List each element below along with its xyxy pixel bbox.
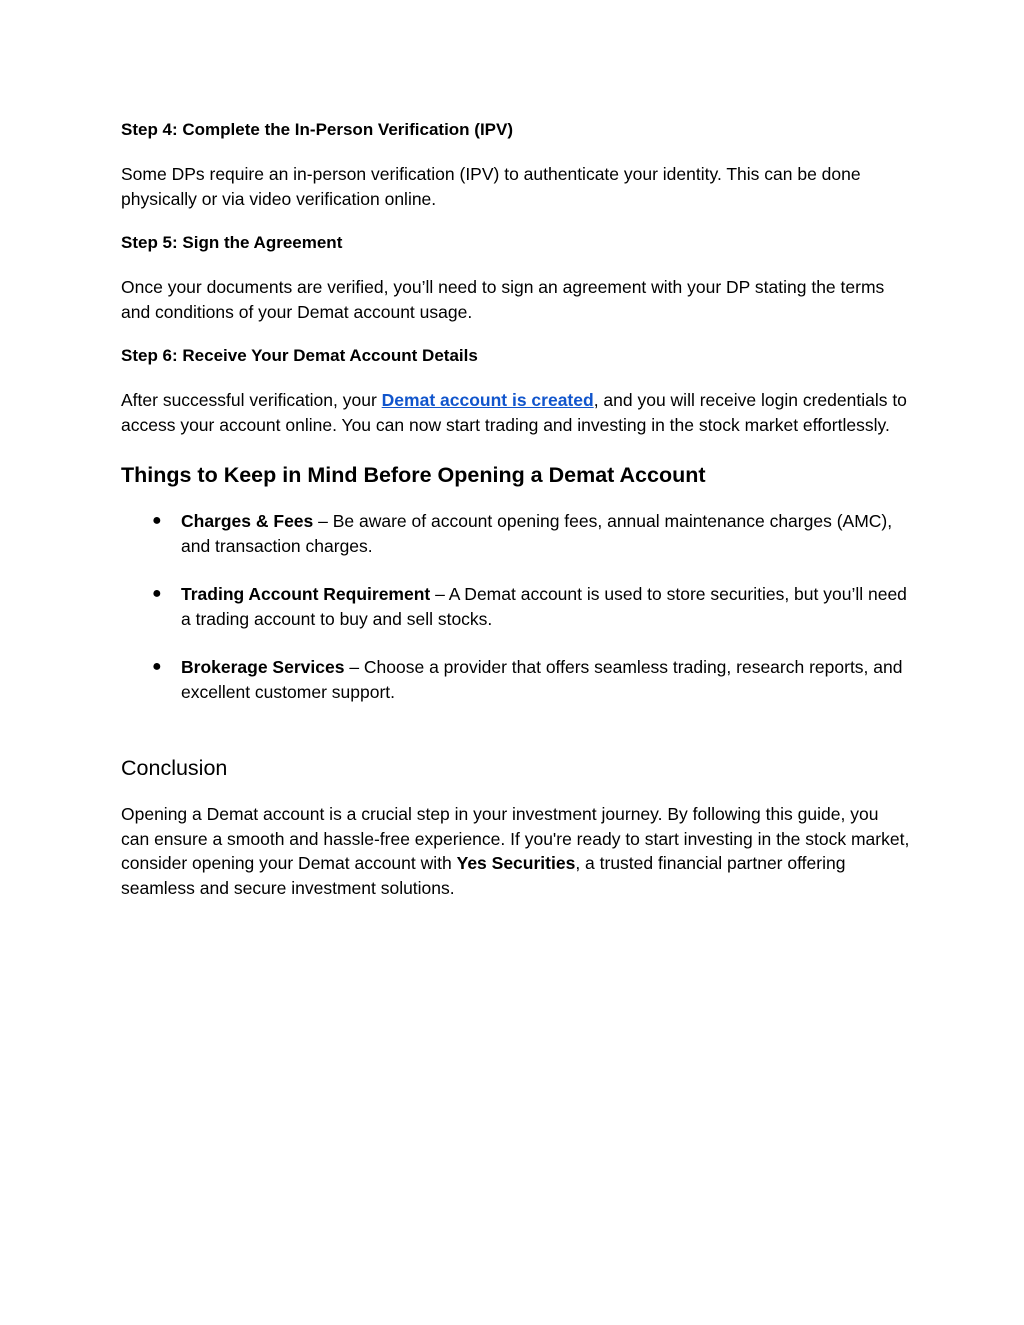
step6-body-start: After successful verification, your xyxy=(121,390,382,410)
step5-body: Once your documents are verified, you’ll need to sign an agreement with your DP stating the terms and conditions of your Demat account usage. xyxy=(121,277,885,322)
step4-heading: Step 4: Complete the In-Person Verification (IPV) xyxy=(121,120,514,139)
list-item xyxy=(121,582,911,631)
demat-account-link[interactable]: Demat account is created xyxy=(381,390,594,410)
list-item-text: – Choose a provider that offers seamless trading, research reports, and excellent customer support. xyxy=(181,657,903,702)
list-item-text: – A Demat account is used to store securities, but you’ll need a trading account to buy and sell stocks. xyxy=(181,584,907,629)
document-page xyxy=(121,118,911,900)
step4-body: Some DPs require an in-person verification (IPV) to authenticate your identity. This can be done physically or via video verification online. xyxy=(121,164,861,209)
things-heading: Things to Keep in Mind Before Opening a Demat Account xyxy=(121,463,706,487)
things-list xyxy=(121,509,911,704)
bullet-icon: ● xyxy=(152,585,162,602)
list-item-text: – Be aware of account opening fees, annual maintenance charges (AMC), and transaction charges. xyxy=(181,511,893,556)
bullet-icon: ● xyxy=(152,512,162,529)
list-item xyxy=(121,655,911,704)
conclusion-heading: Conclusion xyxy=(121,756,228,780)
bullet-icon: ● xyxy=(152,658,162,675)
step6-body-end: , and you will receive login credentials to access your account online. You can now start trading and investing in the stock market effortlessly. xyxy=(121,390,907,435)
step6-body xyxy=(121,388,911,437)
conclusion-body-start: Opening a Demat account is a crucial step in your investment journey. By following this guide, you can ensure a smooth and hassle-free experience. If you're ready to start investing in the stock market, consider opening your Demat account with xyxy=(121,804,910,873)
list-item-title: Brokerage Services xyxy=(181,657,345,677)
conclusion-body xyxy=(121,802,911,900)
yes-securities-text: Yes Securities xyxy=(456,853,576,873)
step5-heading: Step 5: Sign the Agreement xyxy=(121,233,343,252)
list-item xyxy=(121,509,911,558)
list-item-title: Trading Account Requirement xyxy=(181,584,431,604)
conclusion-body-end: , a trusted financial partner offering seamless and secure investment solutions. xyxy=(121,853,846,898)
step6-heading: Step 6: Receive Your Demat Account Details xyxy=(121,346,478,365)
list-item-title: Charges & Fees xyxy=(181,511,314,531)
